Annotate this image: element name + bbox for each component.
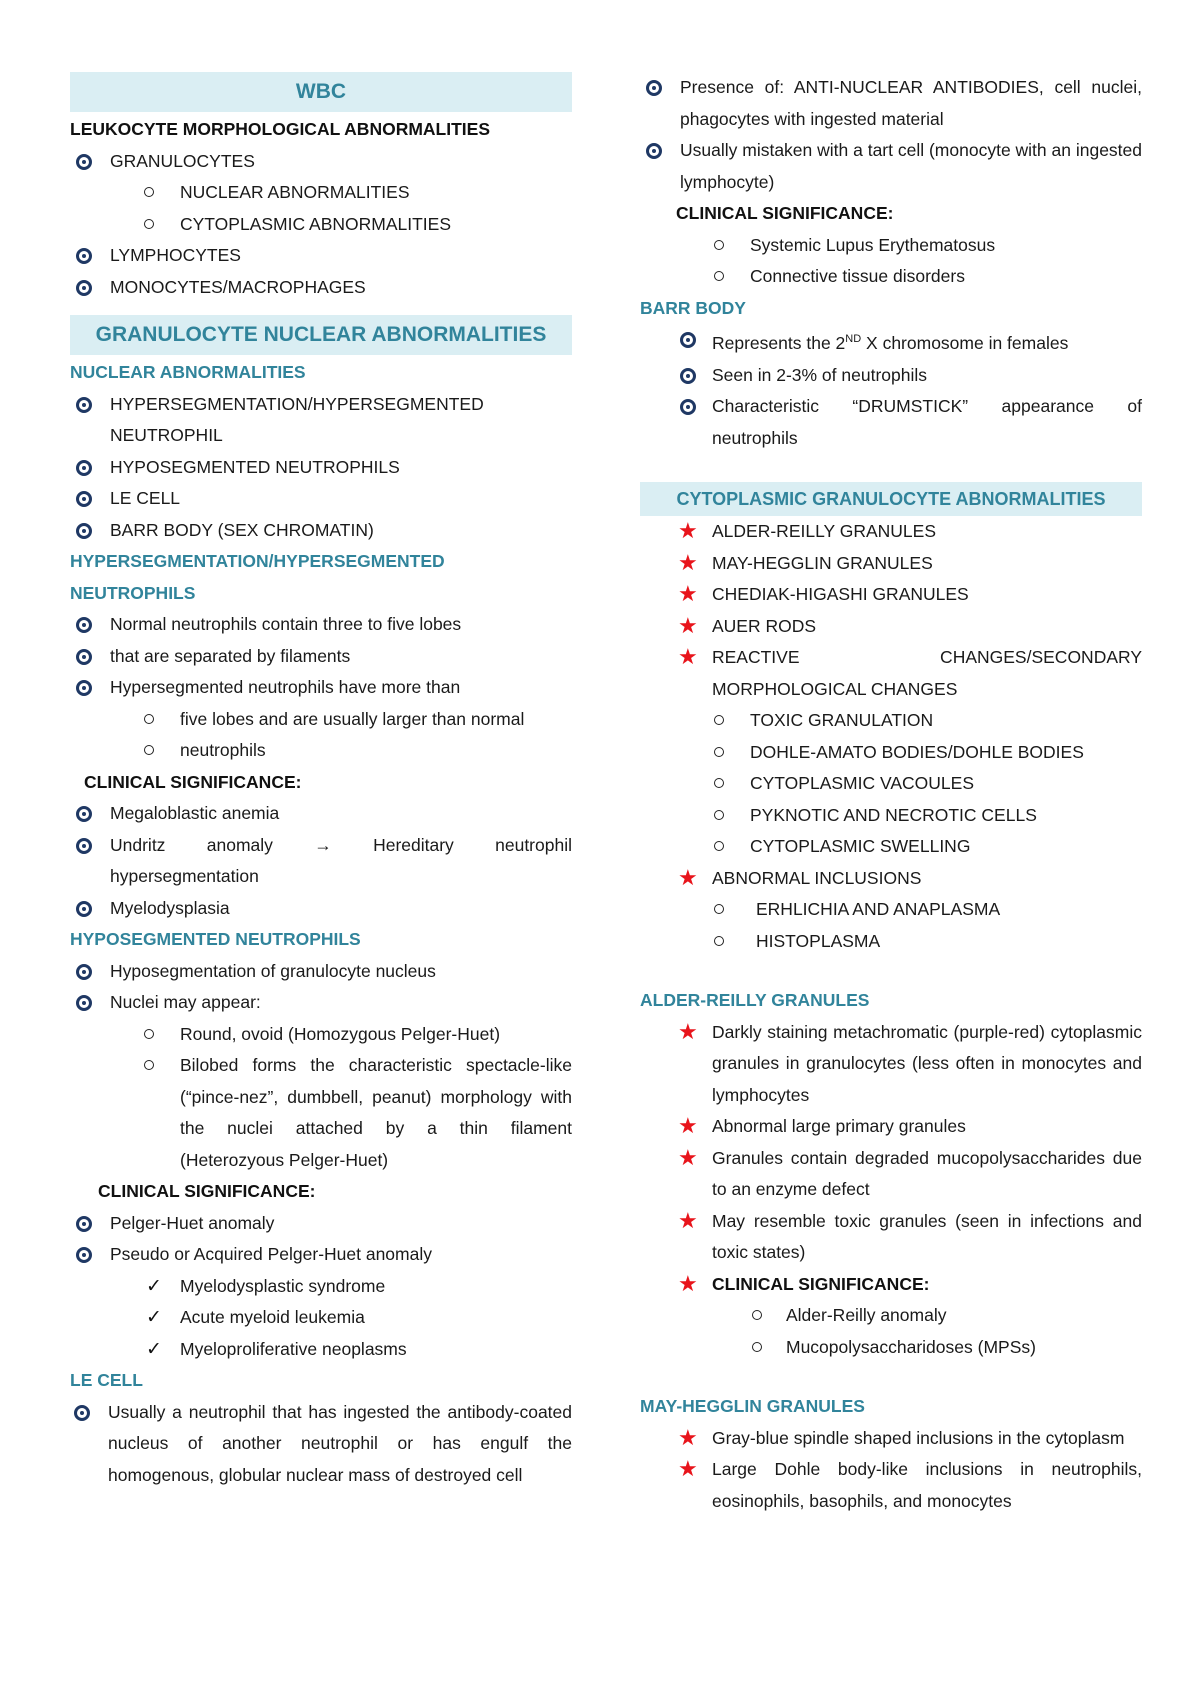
circle-bullet-icon: [714, 747, 724, 757]
target-bullet-icon: [76, 1247, 92, 1263]
checkmark-icon: ✓: [146, 1275, 162, 1297]
cytoplasmic-banner: CYTOPLASMIC GRANULOCYTE ABNORMALITIES: [640, 482, 1142, 516]
star-bullet-icon: ★: [678, 1270, 698, 1296]
list-item: Represents the 2ND X chromosome in females: [640, 324, 1142, 360]
circle-bullet-icon: [144, 1060, 154, 1070]
list-item: BARR BODY (SEX CHROMATIN): [70, 515, 572, 547]
circle-bullet-icon: [144, 219, 154, 229]
hyperseg-heading: HYPERSEGMENTATION/HYPERSEGMENTED NEUTROPHILS: [70, 551, 445, 603]
list-item: LE CELL: [70, 483, 572, 515]
list-item: HISTOPLASMA: [640, 926, 1142, 958]
target-bullet-icon: [76, 1216, 92, 1232]
list-item: ★ AUER RODS: [640, 611, 1142, 643]
wbc-banner: WBC: [70, 72, 572, 112]
star-bullet-icon: ★: [678, 1207, 698, 1233]
target-bullet-icon: [76, 964, 92, 980]
target-bullet-icon: [646, 80, 662, 96]
alder-reilly-heading: ALDER-REILLY GRANULES: [640, 990, 870, 1010]
list-item: CYTOPLASMIC VACOULES: [640, 768, 1142, 800]
hyposeg-heading: HYPOSEGMENTED NEUTROPHILS: [70, 929, 361, 949]
list-item: ★ Darkly staining metachromatic (purple-red) cytoplasmic granules in granulocytes (less often in monocytes and lymphocytes: [678, 1018, 1142, 1105]
clinical-significance-label: CLINICAL SIGNIFICANCE:: [84, 771, 302, 792]
list-item: Hyposegmentation of granulocyte nucleus: [70, 956, 572, 988]
circle-bullet-icon: [714, 810, 724, 820]
target-bullet-icon: [680, 399, 696, 415]
target-bullet-icon: [76, 680, 92, 696]
list-item: Megaloblastic anemia: [70, 798, 572, 830]
left-column: [70, 72, 572, 1491]
barr-body-heading: BARR BODY: [640, 297, 746, 318]
star-bullet-icon: ★: [678, 612, 698, 638]
target-bullet-icon: [76, 491, 92, 507]
clinical-significance-label: CLINICAL SIGNIFICANCE:: [676, 203, 894, 223]
target-bullet-icon: [76, 901, 92, 917]
list-item: Myelodysplasia: [70, 893, 572, 925]
target-bullet-icon: [76, 806, 92, 822]
star-bullet-icon: ★: [678, 581, 698, 606]
target-bullet-icon: [680, 332, 696, 348]
list-item: DOHLE-AMATO BODIES/DOHLE BODIES: [640, 737, 1142, 769]
star-bullet-icon: ★: [678, 1144, 698, 1170]
list-item: Hypersegmented neutrophils have more than: [70, 672, 572, 704]
star-bullet-icon: ★: [678, 644, 698, 669]
clinical-significance-label: CLINICAL SIGNIFICANCE:: [98, 1181, 316, 1201]
star-bullet-icon: ★: [678, 1113, 698, 1138]
circle-bullet-icon: [144, 714, 154, 724]
list-item: Pseudo or Acquired Pelger-Huet anomaly: [70, 1239, 572, 1271]
le-cell-heading: LE CELL: [70, 1370, 143, 1390]
circle-bullet-icon: [144, 745, 154, 755]
list-item: Undritz anomaly → Hereditary neutrophil hypersegmentation: [70, 830, 572, 893]
may-hegglin-heading: MAY-HEGGLIN GRANULES: [640, 1396, 865, 1416]
target-bullet-icon: [680, 368, 696, 384]
target-bullet-icon: [76, 154, 92, 170]
circle-bullet-icon: [144, 187, 154, 197]
list-item: HYPERSEGMENTATION/HYPERSEGMENTED NEUTROPHIL: [70, 389, 572, 452]
circle-bullet-icon: [714, 778, 724, 788]
list-item: Mucopolysaccharidoses (MPSs): [640, 1332, 1142, 1364]
target-bullet-icon: [76, 838, 92, 854]
list-item: ✓ Myeloproliferative neoplasms: [70, 1334, 572, 1366]
list-item: Connective tissue disorders: [640, 261, 1142, 293]
circle-bullet-icon: [714, 715, 724, 725]
list-item: PYKNOTIC AND NECROTIC CELLS: [640, 800, 1142, 832]
circle-bullet-icon: [714, 936, 724, 946]
list-item: LYMPHOCYTES: [70, 240, 572, 272]
list-item: GRANULOCYTES: [70, 146, 572, 178]
target-bullet-icon: [76, 617, 92, 633]
list-item: ★ Granules contain degraded mucopolysaccharides due to an enzyme defect: [678, 1144, 1142, 1199]
leukocyte-title: LEUKOCYTE MORPHOLOGICAL ABNORMALITIES: [70, 119, 490, 139]
list-item: Pelger-Huet anomaly: [70, 1208, 572, 1240]
list-item: TOXIC GRANULATION: [640, 705, 1142, 737]
list-item: ★ Abnormal large primary granules: [640, 1111, 1142, 1143]
checkmark-icon: ✓: [146, 1338, 162, 1360]
list-item: ★ ALDER-REILLY GRANULES: [640, 516, 1142, 548]
list-item: Systemic Lupus Erythematosus: [640, 230, 1142, 262]
list-item: MONOCYTES/MACROPHAGES: [70, 272, 572, 304]
star-bullet-icon: ★: [678, 1018, 698, 1044]
circle-bullet-icon: [752, 1310, 762, 1320]
list-item: Alder-Reilly anomaly: [640, 1300, 1142, 1332]
list-item: Characteristic “DRUMSTICK” appearance of neutrophils: [640, 391, 1142, 454]
granulocyte-banner: GRANULOCYTE NUCLEAR ABNORMALITIES: [70, 315, 572, 355]
circle-bullet-icon: [714, 841, 724, 851]
list-item: Round, ovoid (Homozygous Pelger-Huet): [70, 1019, 572, 1051]
list-item: Seen in 2-3% of neutrophils: [640, 360, 1142, 392]
list-item: ★ REACTIVE CHANGES/SECONDARY MORPHOLOGICAL CHANGES: [678, 644, 1142, 699]
list-item: five lobes and are usually larger than normal: [70, 704, 572, 736]
list-item: ★ Large Dohle body-like inclusions in neutrophils, eosinophils, basophils, and monocytes: [678, 1456, 1142, 1511]
nuclear-heading: NUCLEAR ABNORMALITIES: [70, 362, 306, 382]
list-item: ★ MAY-HEGGLIN GRANULES: [640, 548, 1142, 580]
list-item: Normal neutrophils contain three to five lobes: [70, 609, 572, 641]
target-bullet-icon: [76, 649, 92, 665]
list-item: ★ CLINICAL SIGNIFICANCE:: [640, 1269, 1142, 1301]
star-bullet-icon: ★: [678, 864, 698, 890]
circle-bullet-icon: [144, 1029, 154, 1039]
list-item: NUCLEAR ABNORMALITIES: [70, 177, 572, 209]
star-bullet-icon: ★: [678, 1456, 698, 1481]
circle-bullet-icon: [752, 1342, 762, 1352]
target-bullet-icon: [76, 397, 92, 413]
list-item: ✓ Acute myeloid leukemia: [70, 1302, 572, 1334]
circle-bullet-icon: [714, 904, 724, 914]
star-bullet-icon: ★: [678, 518, 698, 543]
list-item: that are separated by filaments: [70, 641, 572, 673]
list-item: ERHLICHIA AND ANAPLASMA: [640, 894, 1142, 926]
list-item: Bilobed forms the characteristic spectacle-like (“pince-nez”, dumbbell, peanut) morphology with the nuclei attached by a thin filament (Heterozyous Pelger-Huet): [70, 1050, 572, 1176]
circle-bullet-icon: [714, 271, 724, 281]
list-item: Presence of: ANTI-NUCLEAR ANTIBODIES, cell nuclei, phagocytes with ingested material: [640, 72, 1142, 135]
list-item: Usually a neutrophil that has ingested the antibody-coated nucleus of another neutrophil or has engulf the homogenous, globular nuclear mass of destroyed cell: [70, 1397, 572, 1492]
checkmark-icon: ✓: [146, 1307, 162, 1328]
target-bullet-icon: [76, 280, 92, 296]
list-item: Nuclei may appear:: [70, 987, 572, 1019]
target-bullet-icon: [76, 460, 92, 476]
list-item: CYTOPLASMIC ABNORMALITIES: [70, 209, 572, 241]
star-bullet-icon: ★: [678, 1424, 698, 1450]
target-bullet-icon: [76, 995, 92, 1011]
list-item: Usually mistaken with a tart cell (monocyte with an ingested lymphocyte): [640, 135, 1142, 198]
list-item: HYPOSEGMENTED NEUTROPHILS: [70, 452, 572, 484]
target-bullet-icon: [76, 248, 92, 264]
list-item: ★ CHEDIAK-HIGASHI GRANULES: [640, 579, 1142, 611]
target-bullet-icon: [76, 523, 92, 539]
circle-bullet-icon: [714, 240, 724, 250]
list-item: neutrophils: [70, 735, 572, 767]
target-bullet-icon: [646, 143, 662, 159]
list-item: ★ Gray-blue spindle shaped inclusions in the cytoplasm: [640, 1423, 1142, 1455]
star-bullet-icon: ★: [678, 549, 698, 575]
list-item: CYTOPLASMIC SWELLING: [640, 831, 1142, 863]
list-item: ★ May resemble toxic granules (seen in infections and toxic states): [678, 1207, 1142, 1262]
target-bullet-icon: [74, 1405, 90, 1421]
list-item: ★ ABNORMAL INCLUSIONS: [640, 863, 1142, 895]
list-item: ✓ Myelodysplastic syndrome: [70, 1271, 572, 1303]
right-column: [640, 72, 1142, 1517]
